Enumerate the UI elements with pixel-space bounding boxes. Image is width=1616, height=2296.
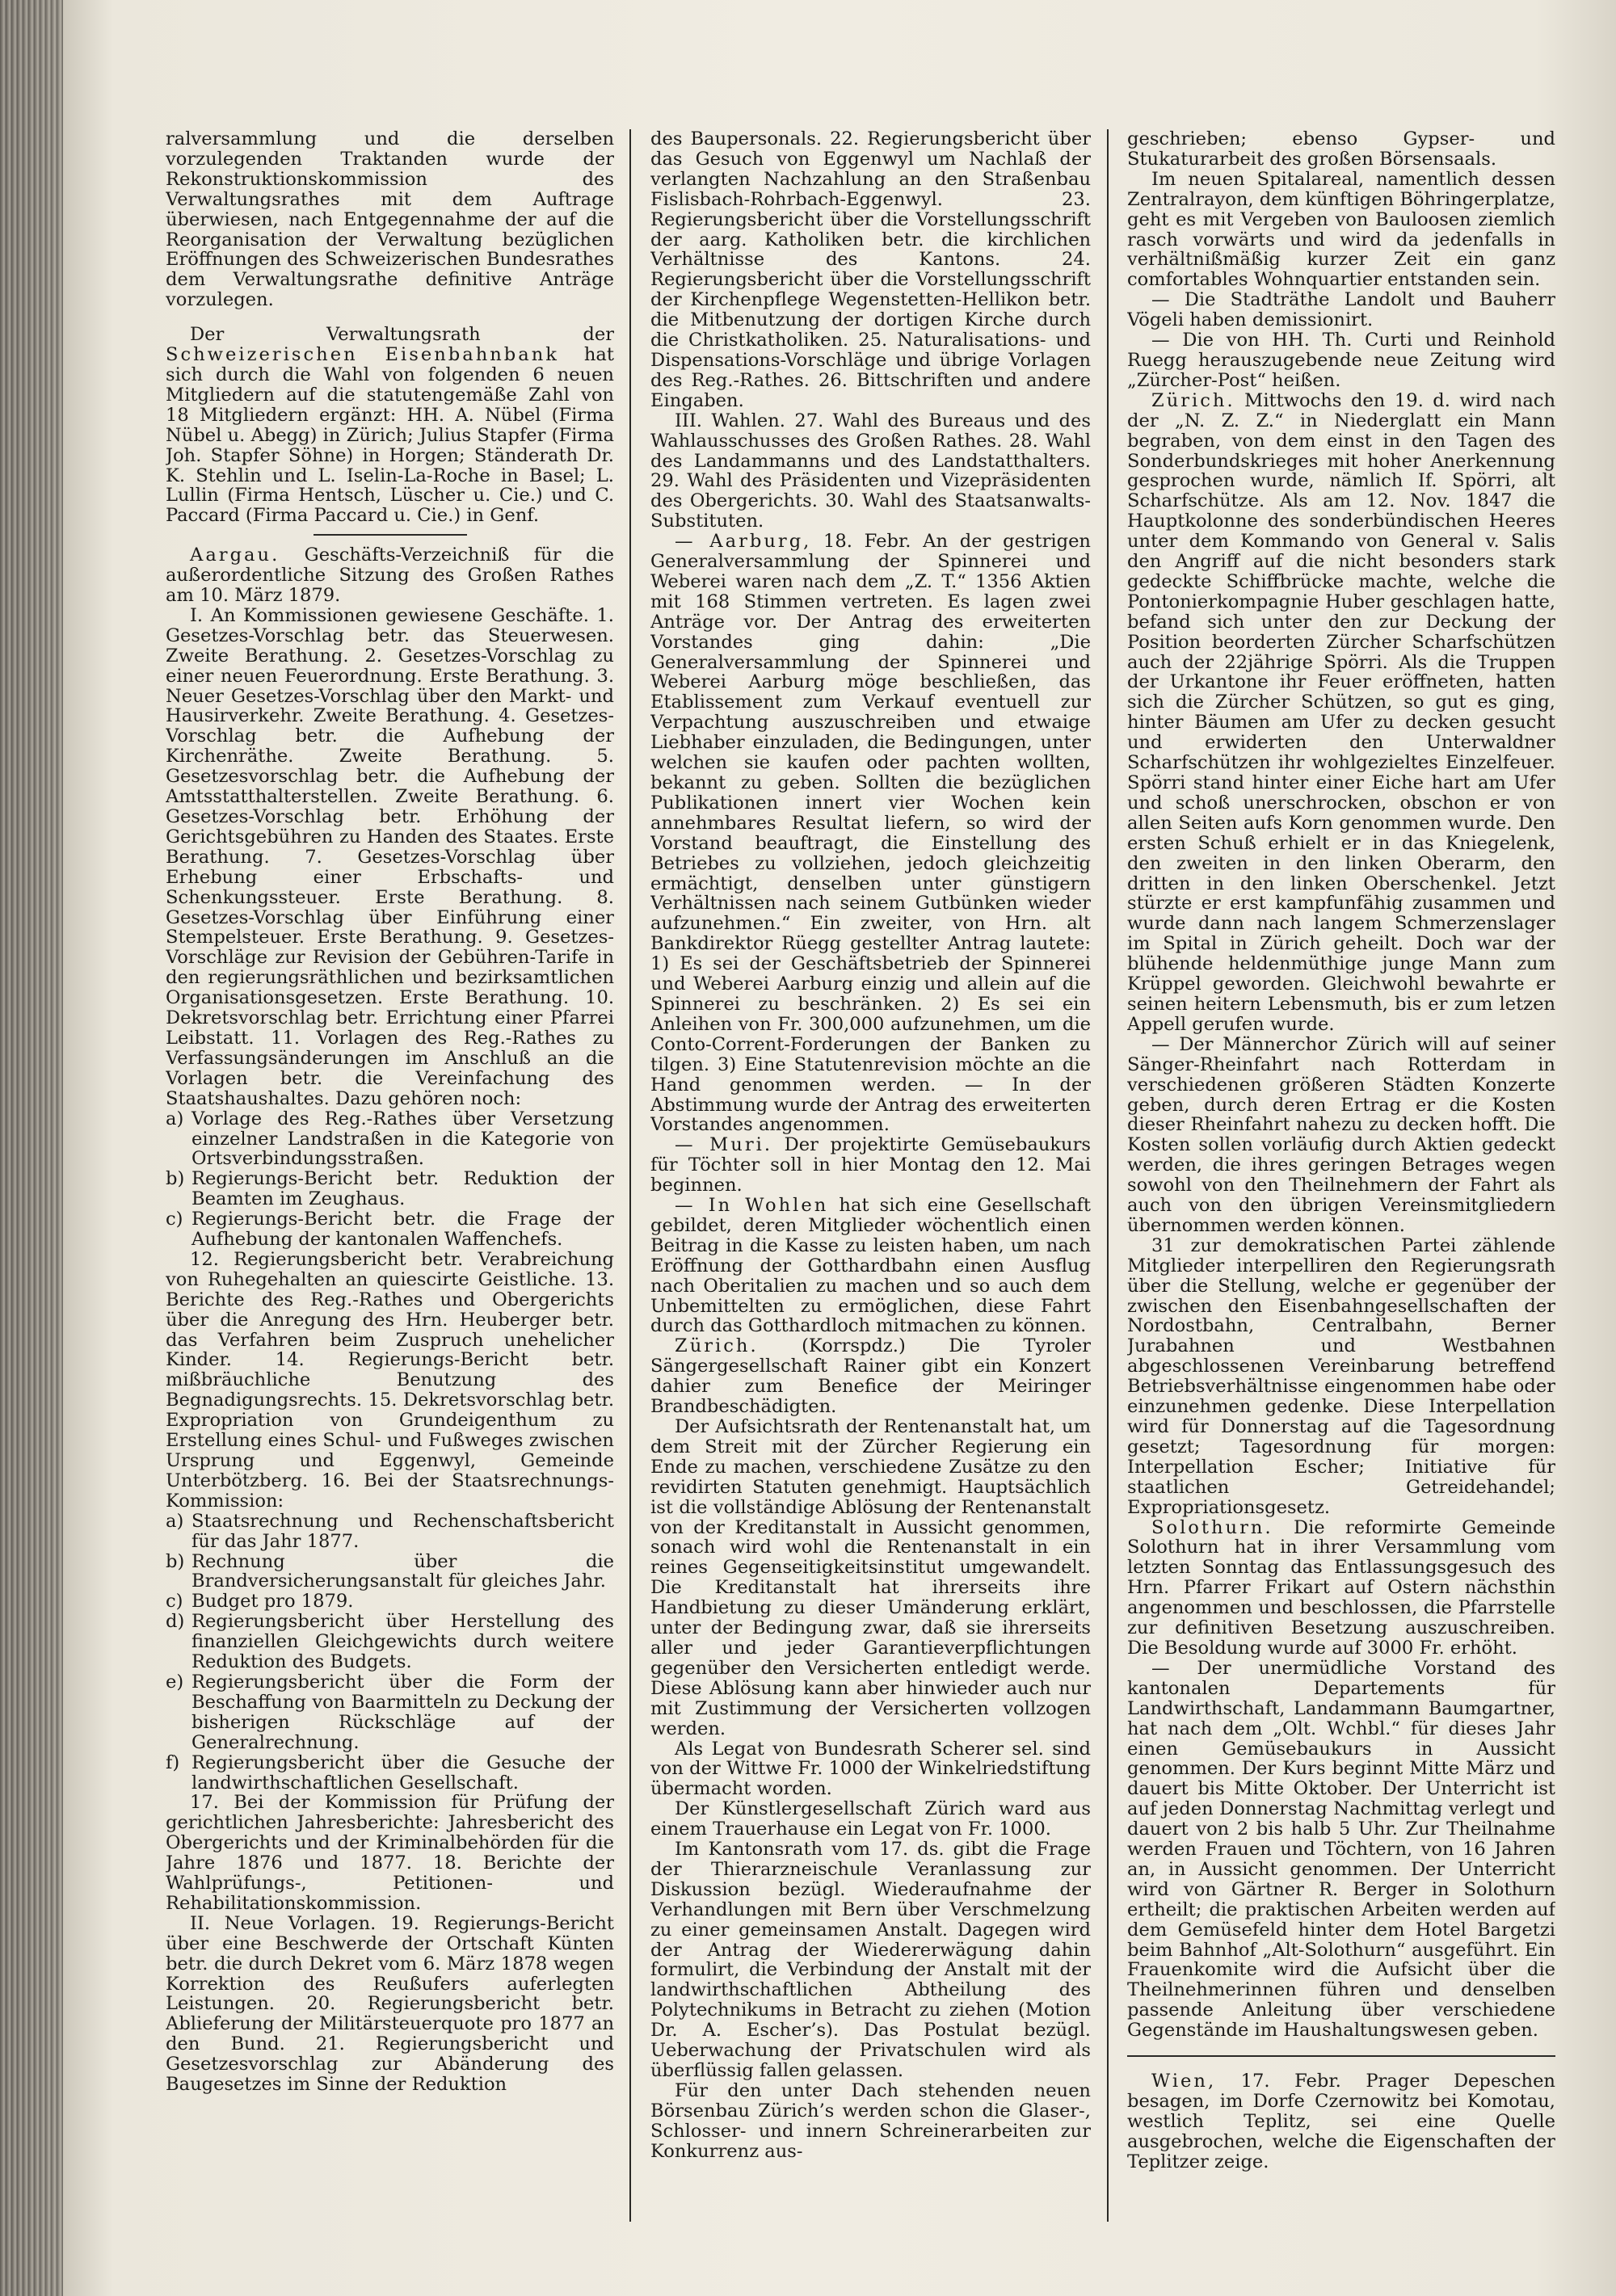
list-item-text: Regierungs-Bericht betr. die Frage der Aufhebung der kantonalen Waffenchefs. xyxy=(191,1209,614,1251)
article-paragraph xyxy=(650,1135,1091,1196)
article-paragraph: Im neuen Spitalareal, namentlich dessen Zentralrayon, dem künftigen Böhringerplatze, geht es mit Vergeben von Bauloosen ziemlich rasch vorwärts und wird da jedenfalls in verhältnißmäßig kurzer Zeit ein ganz comfortables Wohnquartier entstanden sein. xyxy=(1127,168,1555,291)
text-run: Die reformirte Gemeinde Solothurn hat in ihrer Versammlung vom letzten Sonntag das Entlassungsgesuch des Hrn. Pfarrer Frikart auf Ostern nächsthin angenommen und beschlossen, die Pfarrstelle zur definitiven Besetzung auszuschreiben. Die Besoldung wurde auf 3000 Fr. erhöht. xyxy=(1127,1516,1555,1659)
list-item xyxy=(166,1209,614,1250)
list-item-label: c) xyxy=(166,1209,183,1230)
list-item xyxy=(166,1169,614,1209)
article-paragraph: des Baupersonals. 22. Regierungsbericht über das Gesuch von Eggenwyl um Nachlaß der verlangten Nachzahlung an den Straßenbau Fislisbach-Rohrbach-Eggenwyl. 23. Regierungsbericht über die Vorstellungsschrift der aarg. Katholiken betr. die kirchlichen Verhältnisse des Kantons. 24. Regierungsbericht über die Vorstellungsschrift der Kirchenpflege Wegenstetten-Hellikon betr. die Mitbenutzung der dortigen Kirche durch die Christkatholiken. 25. Naturalisations- und Dispensations-Vorschläge und übrige Vorlagen des Reg.-Rathes. 26. Bittschriften und andere Eingaben. xyxy=(650,129,1091,411)
article-paragraph: 31 zur demokratischen Partei zählende Mitglieder interpelliren den Regierungsrath über die Stellung, welche er gegenüber der zwischen den Eisenbahngesellschaften der Nordostbahn, Centralbahn, Berner Jurabahnen und Westbahnen abgeschlossenen Vereinbarung betreffend Betriebsverhältnisse eingenommen habe oder einzunehmen gedenke. Diese Interpellation wird für Donnerstag auf die Tagesordnung gesetzt; Tagesordnung für morgen: Interpellation Escher; Initiative für staatlichen Getreidehandel; Expropriationsgesetz. xyxy=(1127,1234,1555,1518)
article-paragraph: III. Wahlen. 27. Wahl des Bureaus und des Wahlausschusses des Großen Rathes. 28. Wahl des Landammanns und des Landstatthalters. 29. Wahl des Präsidenten und Vizepräsidenten des Obergerichts. 30. Wahl des Staatsanwalts-Substituten. xyxy=(650,410,1091,532)
article-paragraph: Der Künstlergesellschaft Zürich ward aus einem Trauerhause ein Legat von Fr. 1000. xyxy=(650,1798,1091,1840)
list-item xyxy=(166,1753,614,1793)
article-paragraph: ralversammlung und die derselben vorzulegenden Traktanden wurde der Rekonstruktionskommission des Verwaltungsrathes mit dem Auftrage überwiesen, nach Entgegennahme der auf die Reorganisation der Verwaltung bezüglichen Eröffnungen des Schweizerischen Bundesrathes dem Verwaltungsrathe definitive Anträge vorzulegen. xyxy=(166,129,614,311)
article-paragraph: — Die Stadträthe Landolt und Bauherr Vögeli haben demissionirt. xyxy=(1127,289,1555,331)
column-2 xyxy=(650,129,1091,2246)
article-separator xyxy=(1127,2055,1555,2057)
article-paragraph xyxy=(650,1336,1091,1417)
list-item-text: Staatsrechnung und Rechenschaftsbericht für das Jahr 1877. xyxy=(191,1510,614,1552)
article-paragraph: I. An Kommissionen gewiesene Geschäfte. 1. Gesetzes-Vorschlag betr. das Steuerwesen. Zweite Berathung. 2. Gesetzes-Vorschlag zu einer neuen Feuerordnung. Erste Berathung. 3. Neuer Gesetzes-Vorschlag über den Markt- und Hausirverkehr. Zweite Berathung. 4. Gesetzes-Vorschlag betr. die Aufhebung der Kirchenräthe. Zweite Berathung. 5. Gesetzesvorschlag betr. die Aufhebung der Amtsstatthalterstellen. Zweite Berathung. 6. Gesetzes-Vorschlag betr. Erhöhung der Gerichtsgebühren zu Handen des Staates. Erste Berathung. 7. Gesetzes-Vorschlag über Erhebung einer Erbschafts- und Schenkungssteuer. Erste Berathung. 8. Gesetzes-Vorschlag über Einführung einer Stempelsteuer. Erste Berathung. 9. Gesetzes-Vorschläge zur Revision der Gebühren-Tarife in den regierungsräthlichen und bezirksamtlichen Organisationsgesetzen. Erste Berathung. 10. Dekretsvorschlag betr. Errichtung einer Pfarrei Leibstatt. 11. Vorlagen des Reg.-Rathes zu Verfassungsänderungen im Anschluß an die Vorlagen betr. die Vereinfachung des Staatshaushaltes. Dazu gehören noch: xyxy=(166,604,614,1109)
list-item-text: Regierungsbericht über die Form der Beschaffung von Baarmitteln zu Deckung der bisherigen Rückschläge auf der Generalrechnung. xyxy=(191,1671,614,1753)
column-rule xyxy=(629,129,631,2222)
article-paragraph xyxy=(1127,1518,1555,1659)
column-3 xyxy=(1127,129,1555,2246)
article-paragraph: — Der unermüdliche Vorstand des kantonalen Departements für Landwirthschaft, Landammann Baumgartner, hat nach dem „Olt. Wchbl.“ für dieses Jahr einen Gemüsebaukurs in Aussicht genommen. Der Kurs beginnt Mitte März und dauert bis Mitte Oktober. Der Unterricht ist auf jeden Donnerstag Nachmittag verlegt und dauert von 2 bis halb 5 Uhr. Zur Theilnahme werden Frauen und Töchtern, von 16 Jahren an, in Aussicht genommen. Der Unterricht wird von Gärtner R. Berger in Solothurn ertheilt; die praktischen Arbeiten werden auf dem Gemüsefeld hinter dem Hotel Bargetzi beim Bahnhof „Alt-Solothurn“ ausgeführt. Ein Frauenkomite wird die Aufsicht über die Theilnehmerinnen führen und denselben passende Anleitung über verschiedene Gegenstände im Haushaltungswesen geben. xyxy=(1127,1657,1555,2042)
list-item-label: b) xyxy=(166,1168,185,1190)
list-item-text: Regierungs-Bericht betr. Reduktion der Beamten im Zeughaus. xyxy=(191,1168,614,1210)
article-paragraph: — Der Männerchor Zürich will auf seiner Sänger-Rheinfahrt nach Rotterdam in verschiedenen größeren Städten Konzerte geben, durch deren Ertrag er die Kosten dieser Rheinfahrt nahezu zu decken hofft. Die Kosten sollen vorläufig durch Aktien gedeckt werden, die ihres geringen Betrages wegen sowohl von den Theilnehmern der Fahrt als auch von den übrigen Vereinsmitgliedern übernommen werden können. xyxy=(1127,1033,1555,1236)
dateline: Aargau. xyxy=(190,545,280,566)
text-run: Mittwochs den 19. d. wird nach der „N. Z. Z.“ in Niederglatt ein Mann begraben, von dem einst in den Tagen des Sonderbundskrieges mit hoher Anerkennung gesprochen wurde, nämlich If. Spörri, alt Scharfschütze. Als am 12. Nov. 1847 die Hauptkolonne des sonderbündischen Heeres unter dem Kommando von General v. Salis den Angriff auf die nicht besonders stark gedeckte Schiffbrücke machte, welche die Pontonierkompagnie Huber geschlagen hatte, befand sich unter den zur Deckung der Position beorderten Zürcher Scharfschützen auch der 22jährige Spörri. Als die Truppen der Urkantone ihr Feuer eröffneten, hatten sich die Zürcher Schützen, so gut es ging, hinter Bäumen am Ufer zu decken gesucht und erwiderten den Unterwaldner Scharfschützen ihr wohlgezieltes Einzelfeuer. Spörri stand hinter einer Eiche hart am Ufer und schoß unerschrocken, obschon er von allen Seiten aufs Korn genommen wurde. Den ersten Schuß erhielt er in das Kniegelenk, den zweiten in den linken Oberarm, den dritten in den linken Oberschenkel. Jetzt stürzte er erst kampfunfähig zusammen und wurde dann nach langem Schmerzenslager im Spital in Zürich geheilt. Doch war der blühende heldenmüthige junge Mann zum Krüppel geworden. Gleichwohl bewahrte er seinen heitern Lebensmuth, bis er zum letzen Appell gerufen wurde. xyxy=(1127,389,1555,1035)
text-run: hat sich durch die Wahl von folgenden 6 neuen Mitgliedern auf die statutengemäße Zahl von 18 Mitgliedern ergänzt: HH. A. Nübel (Firma Nübel u. Abegg) in Zürich; Julius Stapfer (Firma Joh. Stapfer Söhne) in Horgen; Ständerath Dr. K. Stehlin und L. Iselin-La-Roche in Basel; L. Lullin (Firma Hentsch, Lüscher u. Cie.) und C. Paccard (Firma Paccard u. Cie.) in Genf. xyxy=(166,344,614,527)
list-item-label: e) xyxy=(166,1671,184,1693)
article-paragraph: — Die von HH. Th. Curti und Reinhold Ruegg herauszugebende neue Zeitung wird „Zürcher-Post“ heißen. xyxy=(1127,330,1555,391)
list-item-label: c) xyxy=(166,1591,183,1613)
article-paragraph xyxy=(650,532,1091,1135)
emphasized-name: Schweizerischen Eisenbahnbank xyxy=(166,344,559,366)
article-paragraph: 12. Regierungsbericht betr. Verabreichung von Ruhegehalten an quiescirte Geistliche. 13. Berichte des Reg.-Rathes und Obergerichts über die Anregung des Hrn. Heuberger betr. das Verfahren beim Zuspruch unehelicher Kinder. 14. Regierungs-Bericht betr. mißbräuchliche Benutzung des Begnadigungsrechts. 15. Dekretsvorschlag betr. Expropriation von Grundeigenthum zu Erstellung eines Schul- und Fußweges zwischen Ursprung und Eggenwyl, Gemeinde Unterbötzberg. 16. Bei der Staatsrechnungs-Kommission: xyxy=(166,1248,614,1512)
list-item-text: Regierungsbericht über Herstellung des finanziellen Gleichgewichts durch weitere Reduktion des Budgets. xyxy=(191,1611,614,1673)
article-separator xyxy=(314,534,467,536)
list-item-label: b) xyxy=(166,1550,185,1572)
list-item xyxy=(166,1109,614,1170)
article-paragraph xyxy=(166,545,614,606)
dateline: Solothurn. xyxy=(1151,1516,1273,1538)
article-paragraph: geschrieben; ebenso Gypser- und Stukaturarbeit des großen Börsensaals. xyxy=(1127,129,1555,170)
item-list xyxy=(166,1512,614,1793)
text-run: 17. Febr. Prager Depeschen besagen, im Dorfe Czernowitz bei Komotau, westlich Teplitz, sei eine Quelle ausgebrochen, welche die Eigenschaften der Teplitzer zeige. xyxy=(1127,2071,1555,2172)
list-item-text: Budget pro 1879. xyxy=(191,1591,354,1613)
article-paragraph: 17. Bei der Kommission für Prüfung der gerichtlichen Jahresberichte: Jahresbericht des Obergerichts und der Kriminalbehörden für die Jahre 1876 und 1877. 18. Berichte der Wahlprüfungs-, Petitionen- und Rehabilitationskommission. xyxy=(166,1792,614,1914)
article-paragraph: Der Aufsichtsrath der Rentenanstalt hat, um dem Streit mit der Zürcher Regierung ein Ende zu machen, verschiedene Zusätze zu den revidirten Statuten genehmigt. Hauptsächlich ist die vollständige Ablösung der Rentenanstalt von der Kreditanstalt in Aussicht genommen, sonach wird wohl die Rentenanstalt in ein reines Gegenseitigkeitsinstitut umgewandelt. Die Kreditanstalt hat ihrerseits ihre Handbietung zu dieser Umänderung erklärt, unter der Bedingung zwar, daß sie ihrerseits aller und jeder Garantieverpflichtungen gegenüber den Versicherten entledigt werde. Diese Ablösung kann aber hinwieder auch nur mit Zustimmung der Versicherten vollzogen werden. xyxy=(650,1416,1091,1739)
text-run: hat sich eine Gesellschaft gebildet, deren Mitglieder wöchentlich einen Beitrag in die Kasse zu leisten haben, um nach Eröffnung der Gotthardbahn einen Ausflug nach Oberitalien zu machen und so auch dem Unbemittelten zu ermöglichen, diese Fahrt durch das Gotthardloch mitmachen zu können. xyxy=(650,1195,1091,1337)
text-run: (Korrspdz.) Die Tyroler Sängergesellschaft Rainer gibt ein Konzert dahier zum Benefice der Meiringer Brandbeschädigten. xyxy=(650,1335,1091,1418)
list-item xyxy=(166,1612,614,1672)
item-list xyxy=(166,1109,614,1250)
list-item xyxy=(166,1672,614,1753)
dateline: Zürich. xyxy=(1151,389,1235,411)
column-1 xyxy=(166,129,614,2246)
text-run: Der projektirte Gemüsebaukurs für Töchter soll in hier Montag den 12. Mai beginnen. xyxy=(650,1134,1091,1196)
article-paragraph xyxy=(1127,391,1555,1035)
dateline: Wien, xyxy=(1151,2071,1217,2092)
article-paragraph: II. Neue Vorlagen. 19. Regierungs-Bericht über eine Beschwerde der Ortschaft Künten betr. die durch Dekret vom 6. März 1878 wegen Korrektion des Reußufers auferlegten Leistungen. 20. Regierungsbericht betr. Ablieferung der Militärsteuerquote pro 1877 an den Bund. 21. Regierungsbericht und Gesetzesvorschlag zur Abänderung des Baugesetzes im Sinne der Reduktion xyxy=(166,1912,614,2096)
text-run: Der Verwaltungsrath der xyxy=(190,324,614,346)
list-item-text: Regierungsbericht über die Gesuche der landwirthschaftlichen Gesellschaft. xyxy=(191,1751,614,1793)
dateline: — Muri. xyxy=(675,1134,773,1156)
list-item xyxy=(166,1592,614,1612)
text-run: 18. Febr. An der gestrigen Generalversammlung der Spinnerei und Weberei waren nach dem „Z. T.“ 1356 Aktien mit 168 Stimmen vertreten. Es lagen zwei Anträge vor. Der Antrag des erweiterten Vorstandes ging dahin: „Die Generalversammlung der Spinnerei und Weberei Aarburg möge beschließen, das Etablissement zum Verkauf eventuell zur Verpachtung auszuschreiben und etwaige Liebhaber einzuladen, die Bedingungen, unter welchen sie kaufen oder pachten wollten, bekannt zu geben. Sollten die bezüglichen Publikationen innert vier Wochen kein annehmbares Resultat liefern, so wird der Vorstand beauftragt, die Einstellung des Betriebes zu vollziehen, jedoch gleichzeitig ermächtigt, denselben unter günstigern Verhältnissen nach seinem Gutbünken wieder aufzunehmen.“ Ein zweiter, von Hrn. alt Bankdirektor Rüegg gestellter Antrag lautete: 1) Es sei der Geschäftsbetrieb der Spinnerei und Weberei Aarburg einzig und allein auf die Spinnerei zu beschränken. 2) Es sei ein Anleihen von Fr. 300,000 aufzunehmen, um die Conto-Corrent-Forderungen der Banken zu tilgen. 3) Eine Statutenrevision möchte an die Hand genommen werden. — In der Abstimmung wurde der Antrag des erweiterten Vorstandes angenommen. xyxy=(650,531,1091,1136)
list-item-label: a) xyxy=(166,1108,184,1129)
list-item xyxy=(166,1552,614,1592)
article-paragraph xyxy=(650,1196,1091,1336)
article-paragraph: Für den unter Dach stehenden neuen Börsenbau Zürich’s werden schon die Glaser-, Schlosser- und innern Schreinerarbeiten zur Konkurrenz aus- xyxy=(650,2079,1091,2162)
article-paragraph: Als Legat von Bundesrath Scherer sel. sind von der Wittwe Fr. 1000 der Winkelriedstiftung übermacht worden. xyxy=(650,1738,1091,1800)
dateline: Zürich. xyxy=(675,1335,759,1357)
list-item-text: Rechnung über die Brandversicherungsanstalt für gleiches Jahr. xyxy=(191,1550,614,1592)
column-rule xyxy=(1107,129,1109,2222)
dateline: — Aarburg, xyxy=(675,531,812,553)
list-item-label: d) xyxy=(166,1611,185,1633)
dateline: — In Wohlen xyxy=(675,1195,829,1217)
list-item-text: Vorlage des Reg.-Rathes über Versetzung einzelner Landstraßen in die Kategorie von Ortsverbindungsstraßen. xyxy=(191,1108,614,1170)
article-paragraph xyxy=(166,325,614,526)
article-paragraph: Im Kantonsrath vom 17. ds. gibt die Frage der Thierarzneischule Veranlassung zur Diskussion bezügl. Wiederaufnahme der Verhandlungen mit Bern über Verschmelzung zu einer gemeinsamen Anstalt. Dagegen wird der Antrag der Wiedererwägung dahin formulirt, die Verbindung der Anstalt mit der landwirthschaftlichen Abtheilung des Polytechnikums in Betracht zu ziehen (Motion Dr. A. Escher’s). Das Postulat bezügl. Ueberwachung der Privatschulen wird als überflüssig fallen gelassen. xyxy=(650,1839,1091,2081)
list-item-label: a) xyxy=(166,1510,184,1532)
article-paragraph xyxy=(1127,2071,1555,2172)
text-run: Geschäfts-Verzeichniß für die außerordentliche Sitzung des Großen Rathes am 10. März 1879. xyxy=(166,545,614,607)
newspaper-page xyxy=(166,129,1555,2246)
book-binding-edge xyxy=(0,0,63,2296)
list-item xyxy=(166,1512,614,1552)
list-item-label: f) xyxy=(166,1751,180,1773)
